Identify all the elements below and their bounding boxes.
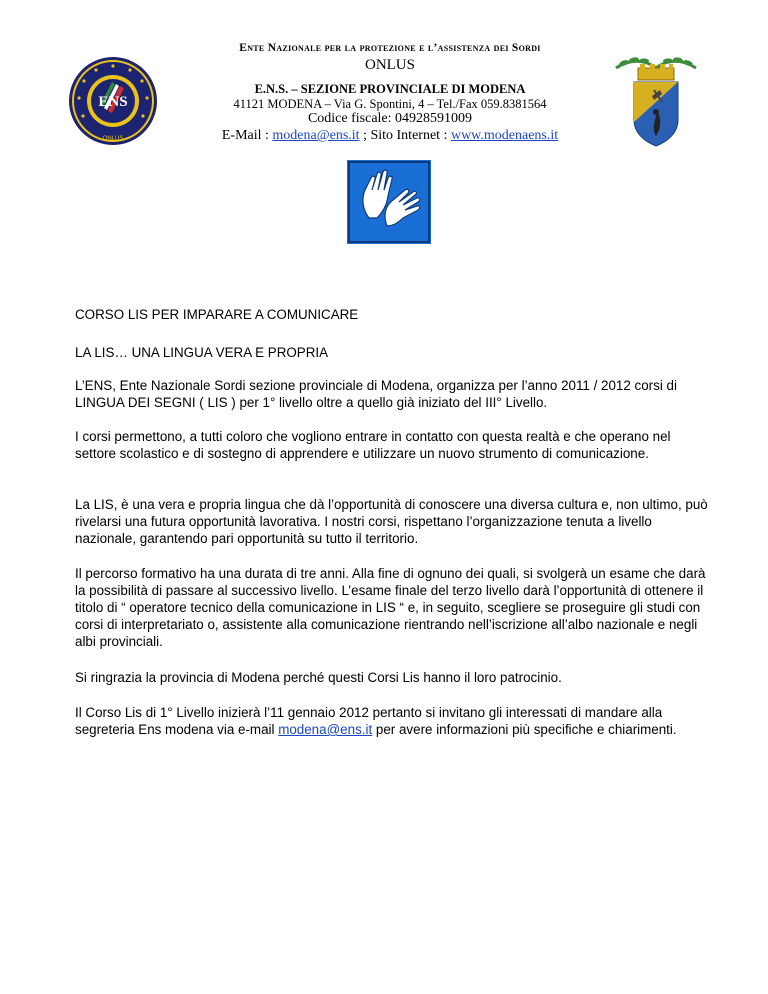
address-line: 41121 MODENA – Via G. Spontini, 4 – Tel./Fax 059.8381564 (233, 97, 547, 111)
onlus-label: ONLUS (364, 57, 415, 73)
paragraph-path: Il percorso formativo ha una durata di tre anni. Alla fine di ognuno dei quali, si svolgerà un esame che darà la possibilità di passare al successivo livello. L’esame finale del terzo livello darà l’opportunità di ottenere il titolo di “ operatore tecnico della comunicazione in LIS “ e, in seguito, scegliere se proseguire gli studi con corsi di interpretariato o, assistente alla comunicazione rientrando nell’iscrizione all’albo nazionale e negli albi provinciali. (75, 566, 706, 649)
website-link[interactable]: www.modenaens.it (450, 128, 559, 143)
paragraph-intro: L’ENS, Ente Nazionale Sordi sezione provinciale di Modena, organizza per l’anno 2011 / 2012 corsi di LINGUA DEI SEGNI ( LIS ) per 1° livello oltre a quello già iniziato del III° Livello. (75, 378, 677, 410)
email-label: E-Mail : (221, 128, 273, 143)
paragraph-lis: La LIS, è una vera e propria lingua che dà l’opportunità di conoscere una diversa cultura e, non ultimo, può rivelarsi una futura opportunità lavorativa. I nostri corsi, rispettano l’organizzazione tenuta a livello nazionale, garantendo pari opportunità su tutto il territorio. (75, 497, 708, 546)
start-text-end: per avere informazioni più specifiche e chiarimenti. (372, 722, 677, 737)
org-name: Ente Nazionale per la protezione e l’assistenza dei Sordi (239, 42, 541, 54)
contact-line (150, 128, 630, 144)
paragraph-courses: I corsi permettono, a tutti coloro che vogliono entrare in contatto con questa realtà e che operano nel settore scolastico e di sostegno di apprendere e utilizzare un nuovo strumento di comunicazione. (75, 429, 671, 461)
course-subtitle: LA LIS… UNA LINGUA VERA E PROPRIA (75, 345, 329, 360)
header-email-link[interactable]: modena@ens.it (272, 128, 360, 143)
ens-logo-text: ENS (98, 94, 128, 110)
paragraph-thanks: Si ringrazia la provincia di Modena perché questi Corsi Lis hanno il loro patrocinio. (75, 670, 562, 685)
course-title: CORSO LIS PER IMPARARE A COMUNICARE (75, 307, 359, 322)
paragraph-start (75, 704, 715, 738)
body-email-link[interactable]: modena@ens.it (278, 722, 373, 737)
ens-logo (68, 56, 158, 146)
website-label: ; Sito Internet : (359, 128, 451, 143)
start-text: Il Corso Lis di 1° Livello inizierà l’11 gennaio 2012 pertanto si invitano gli interessati di mandare alla segreteria Ens modena via e-mail (75, 705, 663, 737)
fiscal-code: Codice fiscale: 04928591009 (307, 111, 473, 126)
sign-language-icon (347, 160, 431, 244)
ens-logo-bottom: ONLUS (102, 136, 124, 142)
section-title: E.N.S. – SEZIONE PROVINCIALE DI MODENA (254, 82, 526, 96)
